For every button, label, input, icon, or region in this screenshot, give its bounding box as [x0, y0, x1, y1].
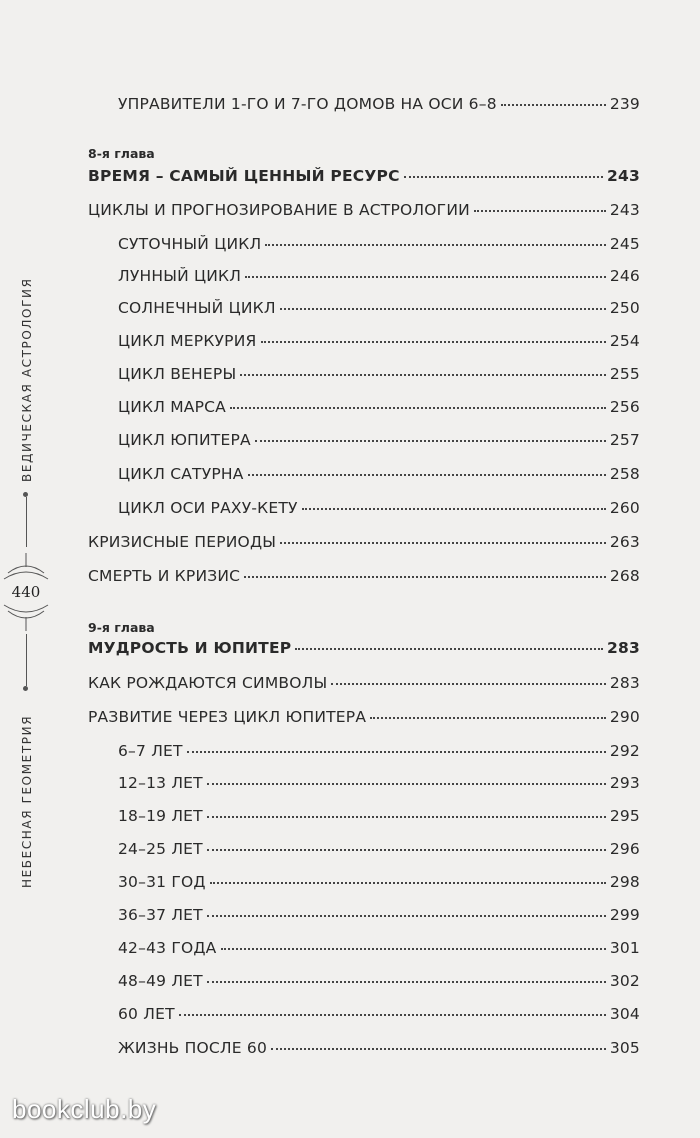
toc-entry-page: 296: [609, 840, 640, 858]
toc-chapter-title: [88, 638, 640, 658]
toc-leader-dots: [474, 210, 606, 212]
toc-entry-page: 245: [609, 235, 640, 253]
toc-entry-title: СУТОЧНЫЙ ЦИКЛ: [118, 235, 262, 253]
toc-entry-page: 295: [609, 807, 640, 825]
toc-entry-page: 246: [609, 267, 640, 285]
toc-entry-page: 268: [609, 567, 640, 585]
toc-entry: [118, 806, 640, 826]
chapter-label: 9-я глава: [88, 620, 155, 635]
toc-entry-title: КАК РОЖДАЮТСЯ СИМВОЛЫ: [88, 674, 328, 692]
toc-leader-dots: [265, 244, 606, 246]
toc-leader-dots: [331, 683, 605, 685]
toc-entry: [118, 430, 640, 450]
toc-entry: [88, 532, 640, 552]
toc-entry: [118, 1038, 640, 1058]
side-ornament-line: [26, 497, 27, 547]
toc-entry-page: 256: [609, 398, 640, 416]
toc-leader-dots: [295, 648, 603, 650]
toc-entry: [88, 200, 640, 220]
toc-entry-title: РАЗВИТИЕ ЧЕРЕЗ ЦИКЛ ЮПИТЕРА: [88, 708, 367, 726]
toc-leader-dots: [240, 374, 605, 376]
toc-entry: [118, 94, 640, 114]
toc-entry-page: 263: [609, 533, 640, 551]
toc-entry-page: 258: [609, 465, 640, 483]
toc-leader-dots: [221, 948, 606, 950]
toc-entry-title: ЦИКЛ ЮПИТЕРА: [118, 431, 251, 449]
toc-leader-dots: [245, 276, 606, 278]
toc-leader-dots: [404, 176, 603, 178]
toc-leader-dots: [501, 104, 606, 106]
toc-entry-title: ЛУННЫЙ ЦИКЛ: [118, 267, 242, 285]
side-ornament-line: [26, 634, 27, 686]
toc-entry-title: ЦИКЛ ОСИ РАХУ-КЕТУ: [118, 499, 298, 517]
toc-entry-title: ВРЕМЯ – САМЫЙ ЦЕННЫЙ РЕСУРС: [88, 167, 400, 185]
toc-entry: [118, 741, 640, 761]
toc-leader-dots: [248, 474, 606, 476]
toc-leader-dots: [207, 849, 606, 851]
toc-entry: [118, 234, 640, 254]
toc-entry: [118, 298, 640, 318]
toc-entry-page: 298: [609, 873, 640, 891]
toc-leader-dots: [210, 882, 606, 884]
toc-leader-dots: [302, 508, 606, 510]
toc-leader-dots: [255, 440, 606, 442]
toc-entry: [118, 1004, 640, 1024]
toc-entry-page: 292: [609, 742, 640, 760]
toc-entry-title: ЦИКЛ САТУРНА: [118, 465, 244, 483]
toc-leader-dots: [187, 751, 606, 753]
toc-entry-title: МУДРОСТЬ И ЮПИТЕР: [88, 639, 292, 657]
toc-entry-title: СМЕРТЬ И КРИЗИС: [88, 567, 241, 585]
toc-entry-title: 48–49 ЛЕТ: [118, 972, 203, 990]
toc-entry-page: 299: [609, 906, 640, 924]
toc-entry-page: 293: [609, 774, 640, 792]
toc-leader-dots: [244, 576, 606, 578]
toc-leader-dots: [280, 542, 606, 544]
toc-entry-title: ЦИКЛ ВЕНЕРЫ: [118, 365, 237, 383]
toc-entry: [118, 938, 640, 958]
toc-entry-page: 239: [609, 95, 640, 113]
toc-entry-title: 12–13 ЛЕТ: [118, 774, 203, 792]
toc-entry-page: 305: [609, 1039, 640, 1057]
watermark: bookclub.by: [12, 1094, 157, 1124]
toc-leader-dots: [207, 981, 606, 983]
toc-entry-page: 255: [609, 365, 640, 383]
toc-chapter-title: [88, 166, 640, 186]
toc-entry: [88, 707, 640, 727]
toc-entry-title: 60 ЛЕТ: [118, 1005, 175, 1023]
toc-leader-dots: [179, 1014, 606, 1016]
side-ornament-dot: [23, 686, 28, 691]
toc-entry-title: ЦИКЛЫ И ПРОГНОЗИРОВАНИЕ В АСТРОЛОГИИ: [88, 201, 470, 219]
toc-entry: [118, 971, 640, 991]
toc-entry-page: 250: [609, 299, 640, 317]
toc-entry-page: 304: [609, 1005, 640, 1023]
toc-entry: [118, 266, 640, 286]
toc-entry-title: ЖИЗНЬ ПОСЛЕ 60: [118, 1039, 268, 1057]
toc-entry-title: УПРАВИТЕЛИ 1-ГО И 7-ГО ДОМОВ НА ОСИ 6–8: [118, 95, 497, 113]
toc-leader-dots: [370, 717, 606, 719]
toc-leader-dots: [207, 915, 606, 917]
toc-leader-dots: [271, 1048, 606, 1050]
toc-entry: [88, 566, 640, 586]
toc-entry-title: ЦИКЛ МЕРКУРИЯ: [118, 332, 257, 350]
toc-entry-title: 42–43 ГОДА: [118, 939, 217, 957]
toc-leader-dots: [207, 783, 606, 785]
side-book-title: ВЕДИЧЕСКАЯ АСТРОЛОГИЯ: [20, 277, 34, 482]
toc-entry: [88, 673, 640, 693]
toc-entry-title: 6–7 ЛЕТ: [118, 742, 183, 760]
toc-entry-page: 283: [607, 639, 640, 657]
toc-leader-dots: [207, 816, 606, 818]
toc-entry-title: СОЛНЕЧНЫЙ ЦИКЛ: [118, 299, 276, 317]
toc-entry-page: 301: [609, 939, 640, 957]
toc-entry-title: 36–37 ЛЕТ: [118, 906, 203, 924]
toc-entry: [118, 397, 640, 417]
toc-entry: [118, 331, 640, 351]
toc-entry-title: 24–25 ЛЕТ: [118, 840, 203, 858]
toc-leader-dots: [230, 407, 606, 409]
table-of-contents: [88, 0, 640, 1100]
toc-entry: [118, 464, 640, 484]
page-number: 440: [11, 583, 41, 601]
toc-entry-title: ЦИКЛ МАРСА: [118, 398, 226, 416]
toc-entry: [118, 905, 640, 925]
toc-entry-page: 257: [609, 431, 640, 449]
toc-entry: [118, 839, 640, 859]
toc-entry-page: 302: [609, 972, 640, 990]
side-book-subtitle: НЕБЕСНАЯ ГЕОМЕТРИЯ: [20, 714, 34, 888]
toc-entry-page: 283: [609, 674, 640, 692]
toc-leader-dots: [261, 341, 606, 343]
toc-entry-page: 290: [609, 708, 640, 726]
toc-entry-page: 243: [609, 201, 640, 219]
toc-entry: [118, 872, 640, 892]
toc-entry-title: 18–19 ЛЕТ: [118, 807, 203, 825]
toc-entry: [118, 773, 640, 793]
toc-entry-page: 260: [609, 499, 640, 517]
toc-entry: [118, 364, 640, 384]
toc-entry-page: 254: [609, 332, 640, 350]
toc-entry-title: КРИЗИСНЫЕ ПЕРИОДЫ: [88, 533, 277, 551]
toc-entry-page: 243: [607, 167, 640, 185]
toc-leader-dots: [280, 308, 606, 310]
toc-entry-title: 30–31 ГОД: [118, 873, 206, 891]
toc-entry: [118, 498, 640, 518]
chapter-label: 8-я глава: [88, 146, 155, 161]
